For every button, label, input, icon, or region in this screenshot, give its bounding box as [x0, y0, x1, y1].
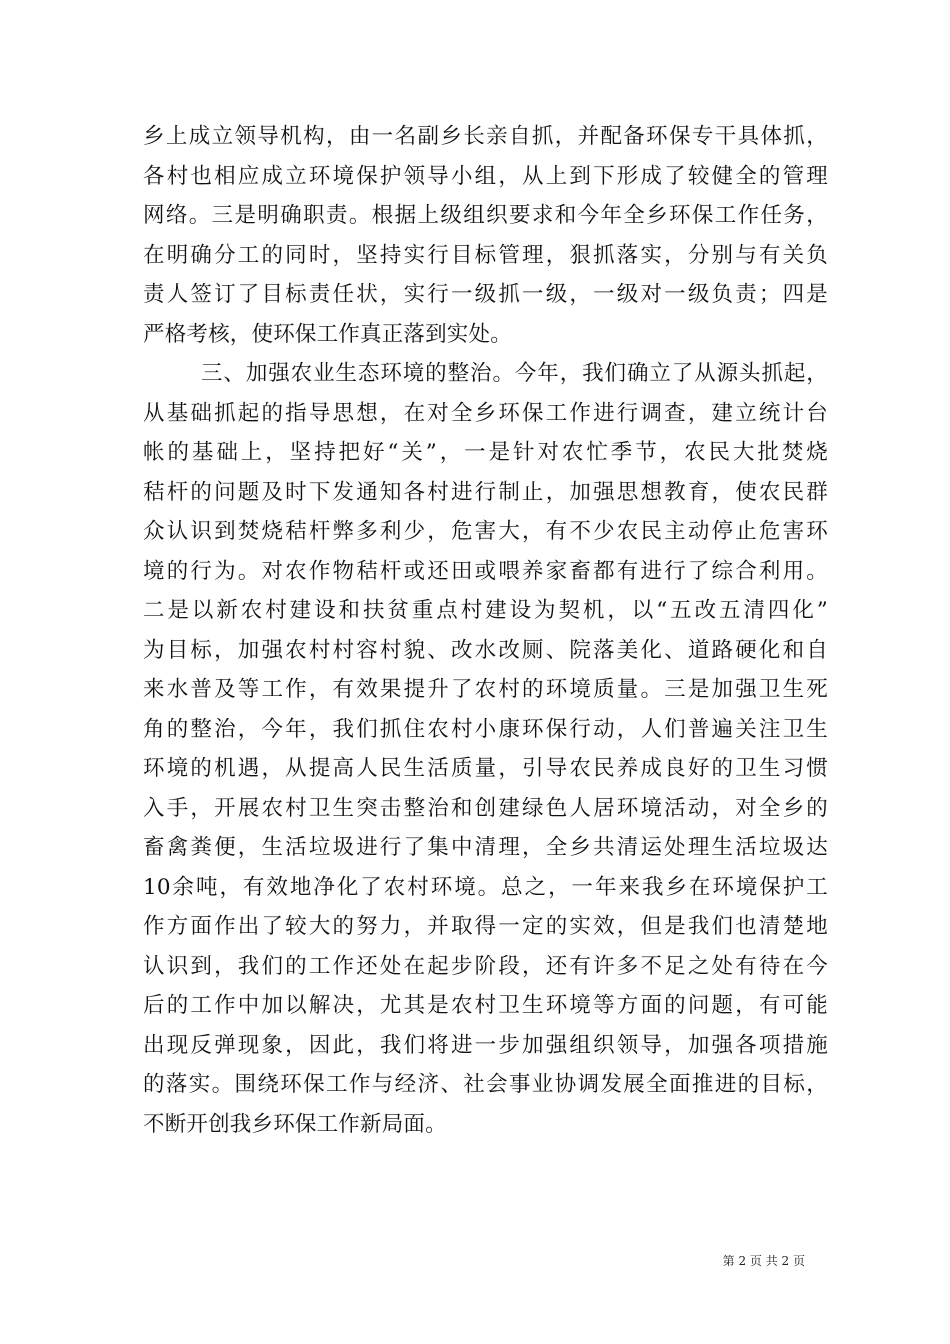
text-line: 出现反弹现象，因此，我们将进一步加强组织领导，加强各项措施	[143, 1032, 828, 1058]
text-line: 角的整治，今年，我们抓住农村小康环保行动，人们普遍关注卫生	[143, 716, 828, 742]
text-line: 网络。三是明确职责。根据上级组织要求和今年全乡环保工作任务，	[143, 203, 828, 228]
text-line: 后的工作中加以解决，尤其是农村卫生环境等方面的问题，有可能	[143, 993, 828, 1018]
text-line: 各村也相应成立环境保护领导小组，从上到下形成了较健全的管理	[143, 163, 828, 189]
text-line: 众认识到焚烧秸杆弊多利少，危害大，有不少农民主动停止危害环	[143, 519, 828, 544]
text-line: 帐的基础上，坚持把好“关”，一是针对农忙季节，农民大批焚烧	[143, 440, 828, 465]
text-line: 来水普及等工作，有效果提升了农村的环境质量。三是加强卫生死	[143, 677, 828, 702]
text-line: 环境的机遇，从提高人民生活质量，引导农民养成良好的卫生习惯	[143, 756, 828, 781]
text-line: 在明确分工的同时，坚持实行目标管理，狠抓落实，分别与有关负	[143, 242, 828, 268]
text-line: 从基础抓起的指导思想，在对全乡环保工作进行调查，建立统计台	[143, 400, 828, 426]
page-number-footer: 第 2 页 共 2 页	[722, 1254, 805, 1268]
text-line: 为目标，加强农村村容村貌、改水改厕、院落美化、道路硬化和自	[143, 637, 828, 663]
text-line: 不断开创我乡环保工作新局面。	[143, 1111, 447, 1137]
section-three-heading-line: 三、加强农业生态环境的整治。今年，我们确立了从源头抓起，	[201, 361, 828, 386]
text-line: 境的行为。对农作物秸杆或还田或喂养家畜都有进行了综合利用。	[143, 558, 828, 584]
text-line: 严格考核，使环保工作真正落到实处。	[143, 321, 512, 347]
text-line: 乡上成立领导机构，由一名副乡长亲自抓，并配备环保专干具体抓，	[143, 124, 828, 149]
text-line: 畜禽粪便，生活垃圾进行了集中清理，全乡共清运处理生活垃圾达	[143, 835, 828, 860]
text-line: 认识到，我们的工作还处在起步阶段，还有许多不足之处有待在今	[143, 953, 828, 979]
document-body	[143, 117, 828, 1144]
text-line: 的落实。围绕环保工作与经济、社会事业协调发展全面推进的目标，	[143, 1072, 828, 1097]
text-line: 二是以新农村建设和扶贫重点村建设为契机，以“五改五清四化”	[143, 598, 828, 623]
text-line: 10余吨，有效地净化了农村环境。总之，一年来我乡在环境保护工	[143, 874, 828, 900]
text-line: 入手，开展农村卫生突击整治和创建绿色人居环境活动，对全乡的	[143, 795, 828, 821]
text-line: 作方面作出了较大的努力，并取得一定的实效，但是我们也清楚地	[143, 914, 828, 939]
text-line: 秸杆的问题及时下发通知各村进行制止，加强思想教育，使农民群	[143, 479, 828, 505]
text-line: 责人签订了目标责任状，实行一级抓一级，一级对一级负责；四是	[143, 282, 828, 307]
